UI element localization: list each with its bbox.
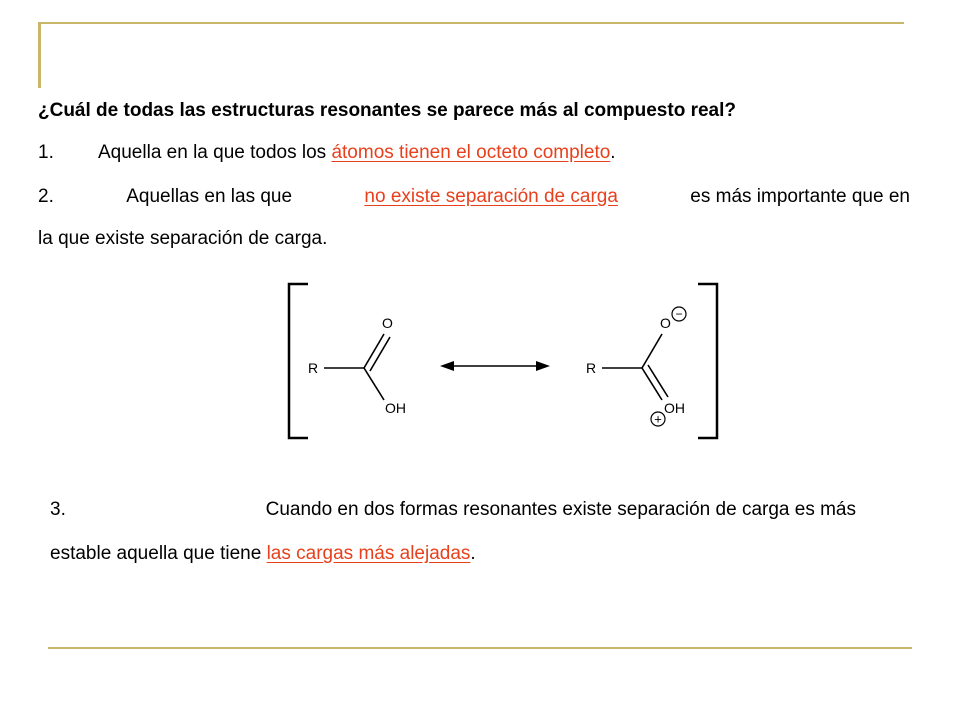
rule-3-text: Cuando en dos formas resonantes existe separación de carga es más bbox=[265, 499, 856, 520]
atom-o-right: O bbox=[660, 315, 671, 331]
resonance-arrow bbox=[440, 361, 550, 371]
resonance-scheme bbox=[280, 276, 740, 446]
rule-3-number: 3. bbox=[50, 499, 66, 520]
rule-3-highlight: las cargas más alejadas bbox=[266, 543, 471, 564]
positive-charge-sign: + bbox=[654, 411, 662, 427]
rule-1-end: . bbox=[610, 142, 616, 163]
rule-1 bbox=[38, 142, 616, 164]
rule-2-text-2: es más importante que en bbox=[690, 186, 910, 207]
atom-oh-left: OH bbox=[385, 400, 406, 416]
structure-neutral bbox=[308, 315, 406, 416]
rule-3-line-2 bbox=[50, 543, 476, 565]
rule-2-text: Aquellas en las que bbox=[126, 186, 293, 207]
atom-oh-right: OH bbox=[664, 400, 685, 416]
rule-3-end: . bbox=[470, 543, 476, 564]
atom-o-left: O bbox=[382, 315, 393, 331]
rule-3-text-2: estable aquella que tiene bbox=[50, 543, 262, 564]
left-bracket bbox=[289, 284, 308, 438]
negative-charge-sign: − bbox=[675, 307, 683, 321]
rule-2-highlight: no existe separación de carga bbox=[364, 186, 618, 207]
left-decor-bar bbox=[38, 22, 41, 88]
rule-1-number: 1. bbox=[38, 142, 54, 163]
structure-charged bbox=[586, 307, 686, 427]
rule-2-line-1 bbox=[38, 186, 910, 208]
rule-1-text: Aquella en la que todos los bbox=[98, 142, 327, 163]
slide-heading: ¿Cuál de todas las estructuras resonantes se parece más al compuesto real? bbox=[38, 100, 736, 121]
rule-3-line-1 bbox=[50, 499, 856, 521]
rule-1-highlight: átomos tienen el octeto completo bbox=[331, 142, 611, 163]
bottom-decor-line bbox=[48, 647, 912, 649]
rule-2-number: 2. bbox=[38, 186, 54, 207]
atom-r-right: R bbox=[586, 360, 597, 376]
atom-r-left: R bbox=[308, 360, 319, 376]
top-decor-line bbox=[40, 22, 904, 24]
rule-2-line-2: la que existe separación de carga. bbox=[38, 228, 328, 249]
right-bracket bbox=[698, 284, 717, 438]
